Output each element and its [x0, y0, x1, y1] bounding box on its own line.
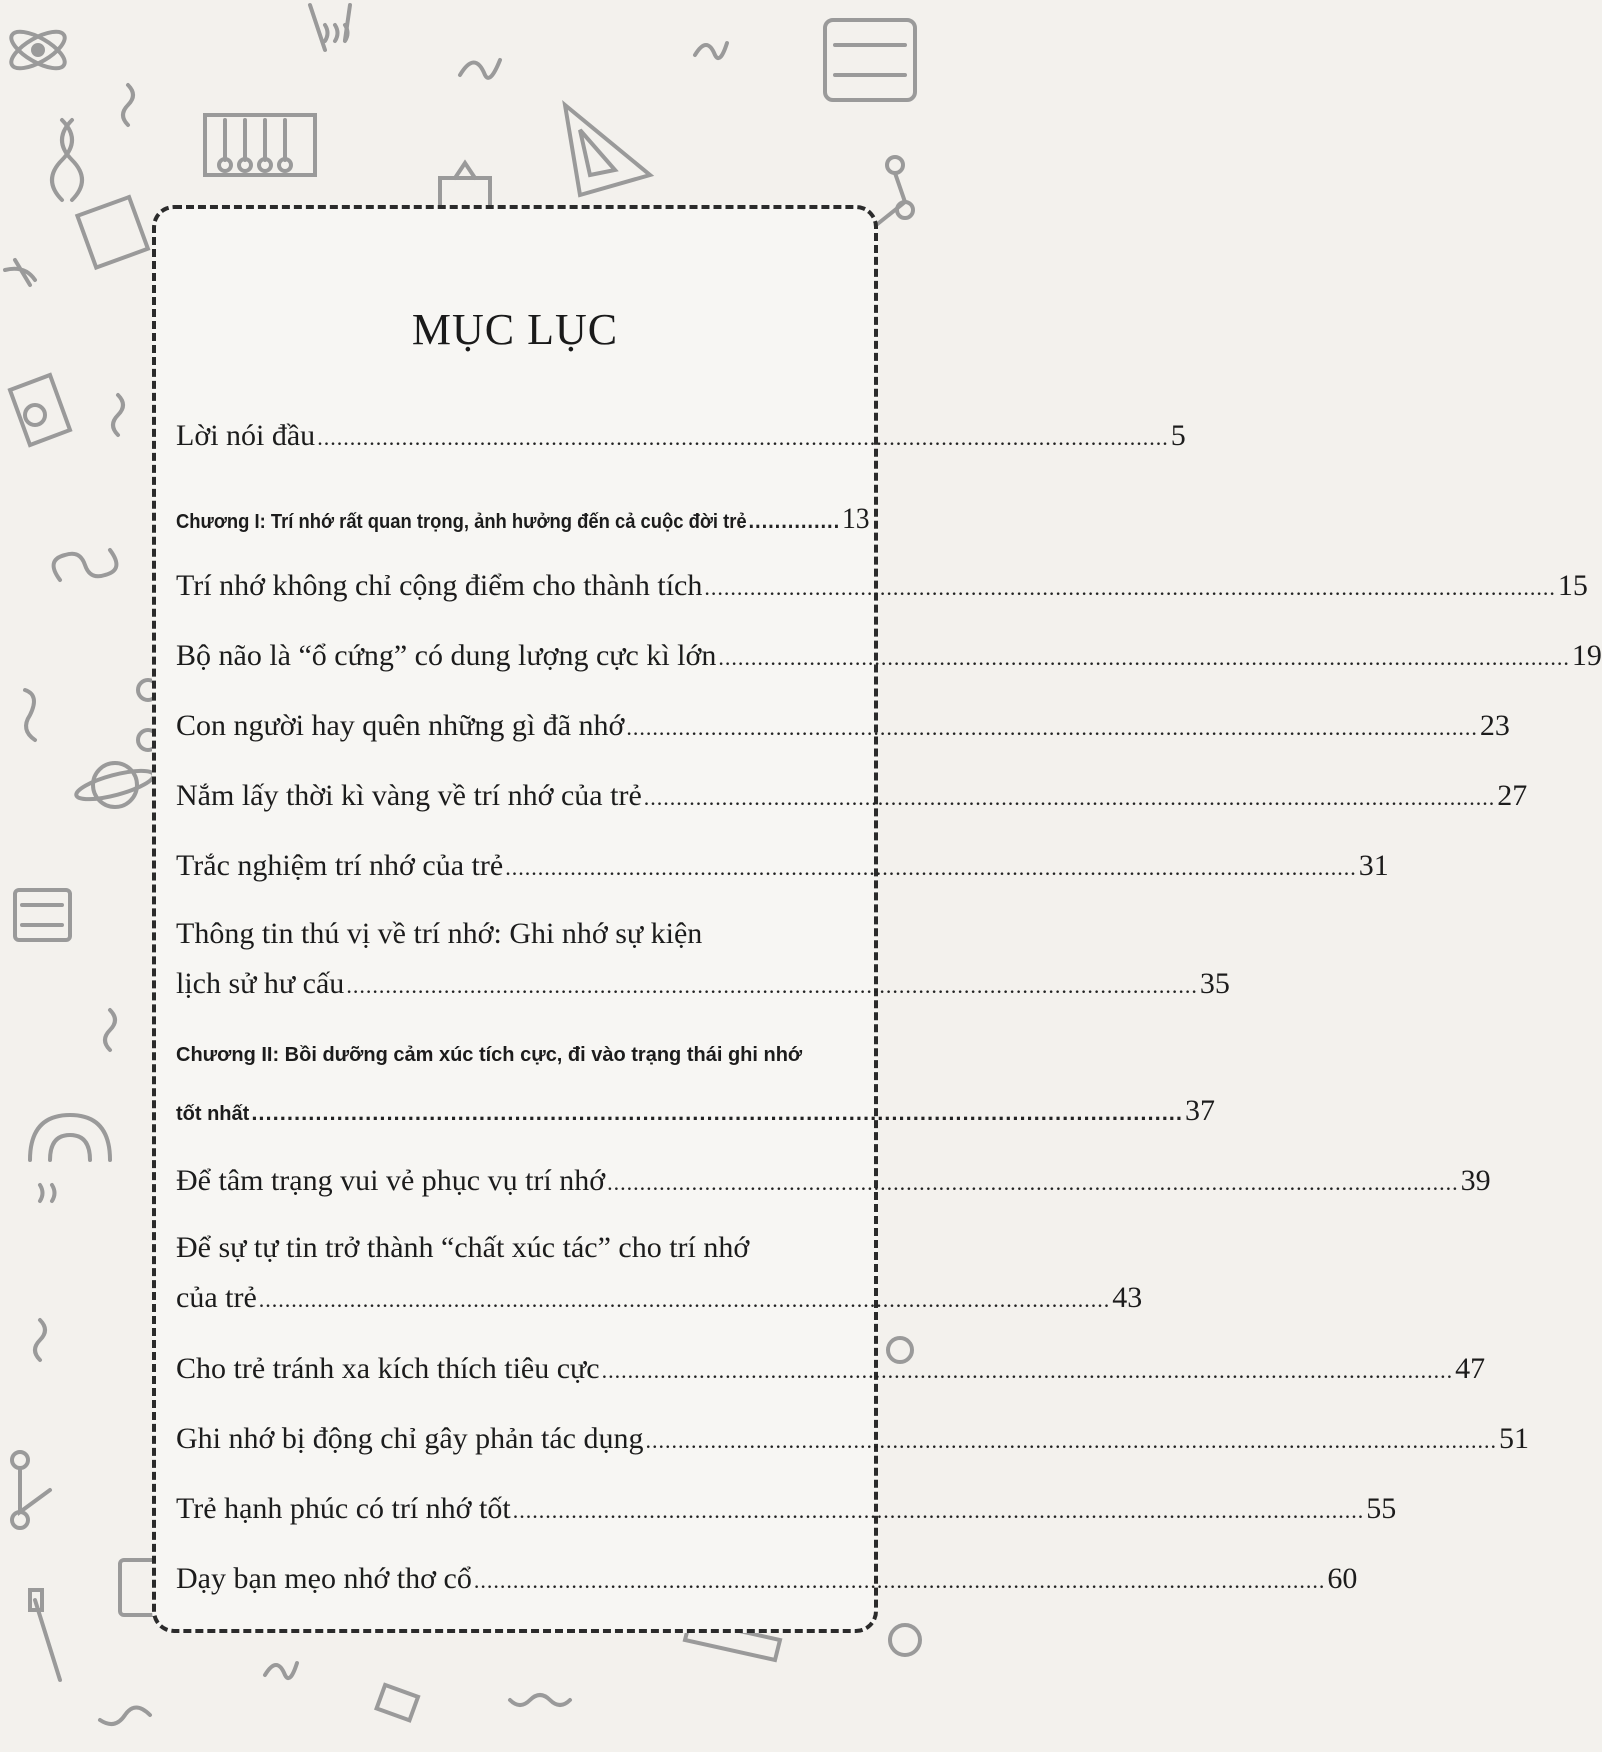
dot-leader: ................................................................................................................................... [512, 1498, 1365, 1523]
toc-entry-label: lịch sử hư cấu [176, 967, 345, 1000]
dna-icon [52, 120, 82, 200]
toc-entry-page: 35 [1199, 967, 1230, 1000]
toc-entry-label: của trẻ [176, 1281, 257, 1314]
toc-entry-page: 31 [1358, 849, 1389, 882]
dot-leader: ................................................................................................................................... [505, 855, 1357, 880]
toc-entry-page: 13 [841, 502, 870, 535]
toc-entry-label: Chương I: Trí nhớ rất quan trọng, ảnh hưởng đến cả cuộc đời trẻ [176, 511, 747, 533]
planet-icon [74, 763, 156, 807]
pencil-icon [30, 1590, 60, 1680]
newtons-cradle-icon [205, 115, 315, 175]
infinity-icon [54, 550, 117, 580]
dot-leader: ................................................................................................................................... [704, 575, 1556, 600]
toc-entry [176, 569, 1588, 603]
toc-entry-label: Trắc nghiệm trí nhớ của trẻ [176, 849, 504, 882]
triangle-ruler-icon [565, 105, 650, 195]
toc-entry-page: 39 [1460, 1164, 1491, 1197]
dot-leader: ................................................................................................................................... [607, 1170, 1459, 1195]
toc-entry-page: 37 [1185, 1094, 1216, 1127]
toc-entry [176, 639, 1602, 673]
toc-entry [176, 1562, 1358, 1596]
toc-entry-label: tốt nhất [176, 1103, 250, 1125]
atom-icon [6, 25, 70, 76]
protractor-icon [10, 375, 70, 445]
toc-entry-page: 43 [1112, 1281, 1143, 1314]
toc-entry [176, 1164, 1491, 1198]
toc-entry-label-line1: Để sự tự tin trở thành “chất xúc tác” cho trí nhớ [176, 1231, 750, 1264]
toc-entry [176, 967, 1230, 1001]
wrench-icon [5, 260, 35, 285]
magnet-icon [30, 1115, 110, 1160]
toc-entry-page: 55 [1366, 1492, 1397, 1525]
gift-icon [440, 163, 490, 208]
toc-entry-page: 5 [1170, 419, 1186, 452]
lens-icon [888, 1338, 920, 1655]
toc-entry-page: 19 [1571, 639, 1602, 672]
toc-entry-label: Nắm lấy thời kì vàng về trí nhớ của trẻ [176, 779, 642, 812]
molecule-icon [12, 1452, 50, 1528]
toc-entry-label: Trí nhớ không chỉ cộng điểm cho thành tích [176, 569, 703, 602]
toc-entry [176, 1281, 1143, 1315]
dot-leader: ................................................................................................................................... [346, 973, 1198, 998]
toc-entry-label: Dạy bạn mẹo nhớ thơ cổ [176, 1562, 472, 1595]
toc-chapter-entry [176, 502, 870, 536]
toc-chapter-label-line1: Chương II: Bồi dưỡng cảm xúc tích cực, đi vào trạng thái ghi nhớ [176, 1044, 803, 1066]
toc-entry-label-line1: Thông tin thú vị về trí nhớ: Ghi nhớ sự kiện [176, 917, 703, 950]
gift-icon [377, 1685, 418, 1720]
toc-entry [176, 1492, 1397, 1526]
toc-entry [176, 709, 1510, 743]
toc-entry-label: Bộ não là “ổ cứng” có dung lượng cực kì lớn [176, 639, 717, 672]
toc-title: MỤC LỤC [411, 305, 619, 354]
toc-entry [176, 1352, 1486, 1386]
toc-entry [176, 849, 1389, 883]
toc-entry-label: Con người hay quên những gì đã nhớ [176, 709, 625, 742]
table-of-contents-card [152, 205, 1602, 1633]
toc-entry-label: Cho trẻ tránh xa kích thích tiêu cực [176, 1352, 600, 1385]
dot-leader: ................................................................................................................................... [317, 425, 1169, 450]
toc-entry-page: 47 [1455, 1352, 1486, 1385]
dot-leader: ................................................................................................................................... [645, 1428, 1497, 1453]
dot-leader: ................................................................................................................................... [473, 1568, 1326, 1593]
dot-leader: ................................................................................................................................... [251, 1100, 1184, 1125]
toc-entry-page: 15 [1557, 569, 1588, 602]
toc-entry [176, 1422, 1529, 1456]
abacus-icon [825, 20, 915, 100]
laptop-icon [77, 197, 147, 267]
abacus-icon [15, 890, 70, 940]
toc-chapter-entry [176, 1094, 1216, 1128]
toc-entry [176, 779, 1528, 813]
toc-entry-label: Để tâm trạng vui vẻ phục vụ trí nhớ [176, 1164, 606, 1197]
toc-entry-label: Trẻ hạnh phúc có trí nhớ tốt [176, 1492, 511, 1525]
dot-leader: ................................................................................................................................... [718, 645, 1570, 670]
toc-entry-label: Ghi nhớ bị động chỉ gây phản tác dụng [176, 1422, 644, 1455]
dot-leader: ................................................................................................................................... [643, 785, 1496, 810]
dot-leader: ................................................................................................................................... [626, 715, 1478, 740]
toc-entry [176, 419, 1186, 453]
toc-entry-page: 51 [1498, 1422, 1529, 1455]
toc-entry-label: Lời nói đầu [176, 419, 316, 452]
dot-leader: .............. [748, 508, 841, 533]
pencil-icon [310, 5, 350, 50]
toc-entry-page: 27 [1497, 779, 1528, 812]
dot-leader: ................................................................................................................................... [601, 1358, 1454, 1383]
toc-entry-page: 23 [1479, 709, 1510, 742]
toc-entry-page: 60 [1327, 1562, 1358, 1595]
dot-leader: ................................................................................................................................... [258, 1287, 1111, 1312]
